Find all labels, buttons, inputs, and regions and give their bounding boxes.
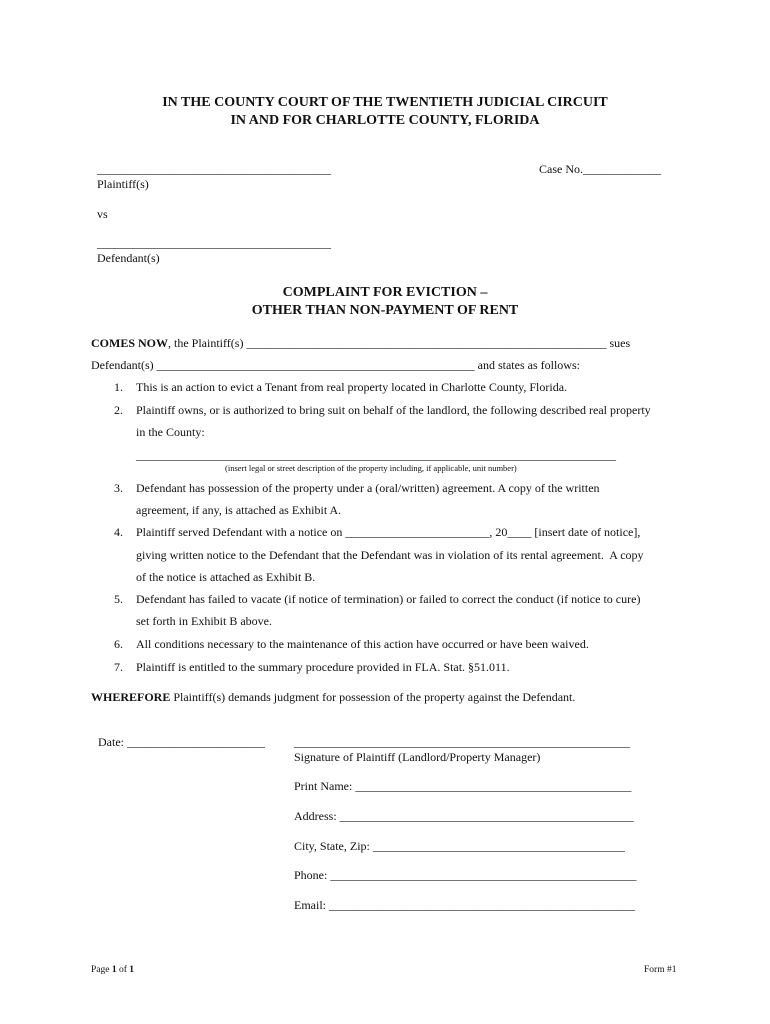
paragraph-4-text: giving written notice to the Defendant that the Defendant was in violation of its rental agreement. A copy xyxy=(136,548,644,562)
paragraph-7-text: Plaintiff is entitled to the summary procedure provided in FLA. Stat. §51.011. xyxy=(136,660,510,674)
paragraph-number: 1. xyxy=(114,380,123,394)
paragraph-1-text: This is an action to evict a Tenant from real property located in Charlotte County, Florida. xyxy=(136,380,568,394)
paragraph-number: 4. xyxy=(114,525,123,539)
signature-label: Signature of Plaintiff (Landlord/Property Manager) xyxy=(294,750,541,764)
paragraph-3-text: Defendant has possession of the property under a (oral/written) agreement. A copy of the written xyxy=(136,481,600,495)
intro-line-1 xyxy=(91,336,630,351)
total-pages: 1 xyxy=(129,965,135,975)
paragraph-number: 7. xyxy=(114,660,123,674)
paragraph-5-text: Defendant has failed to vacate (if notice of termination) or failed to correct the conduct (if notice to cure) xyxy=(136,592,641,606)
complaint-title-line-2: OTHER THAN NON-PAYMENT OF RENT xyxy=(251,303,519,318)
city-state-zip-field[interactable]: City, State, Zip: __________________________________________ xyxy=(294,839,625,853)
defendant-blank[interactable]: _______________________________________ xyxy=(97,236,331,250)
notice-date-field[interactable]: Plaintiff served Defendant with a notice on ________________________, 20____ [insert date of notice], xyxy=(136,525,641,539)
paragraph-6-text: All conditions necessary to the maintenance of this action have occurred or have been waived. xyxy=(136,637,589,651)
page-number xyxy=(91,965,134,975)
address-field[interactable]: Address: _________________________________________________ xyxy=(294,809,634,823)
paragraph-2-text: in the County: xyxy=(136,425,205,439)
versus-label: vs xyxy=(97,207,108,221)
paragraph-3-text: agreement, if any, is attached as Exhibit A. xyxy=(136,503,342,517)
wherefore-label: WHEREFORE xyxy=(91,690,171,704)
paragraph-number: 5. xyxy=(114,592,123,606)
paragraph-5-text: set forth in Exhibit B above. xyxy=(136,614,272,628)
paragraph-number: 6. xyxy=(114,637,123,651)
email-field[interactable]: Email: ___________________________________________________ xyxy=(294,898,635,912)
defendant-label: Defendant(s) xyxy=(97,251,160,265)
print-name-field[interactable]: Print Name: ______________________________________________ xyxy=(294,779,632,793)
page-of: of xyxy=(116,965,130,975)
current-page: 1 xyxy=(111,965,117,975)
date-field[interactable]: Date: _______________________ xyxy=(98,735,265,749)
wherefore-clause xyxy=(91,690,575,705)
page-prefix: Page xyxy=(91,965,112,975)
court-header-line-1: IN THE COUNTY COURT OF THE TWENTIETH JUDICIAL CIRCUIT xyxy=(162,95,608,110)
court-header-line-2: IN AND FOR CHARLOTTE COUNTY, FLORIDA xyxy=(230,113,540,128)
phone-field[interactable]: Phone: ___________________________________________________ xyxy=(294,868,637,882)
comes-now-label: COMES NOW xyxy=(91,336,169,350)
wherefore-text: Plaintiff(s) demands judgment for possession of the property against the Defendant. xyxy=(170,690,576,704)
complaint-title-line-1: COMPLAINT FOR EVICTION – xyxy=(282,285,488,300)
plaintiff-sues-field[interactable]: , the Plaintiff(s) ____________________________________________________________ sues xyxy=(168,336,631,350)
paragraph-2-text: Plaintiff owns, or is authorized to bring suit on behalf of the landlord, the following described real property xyxy=(136,403,651,417)
case-number-field[interactable]: Case No._____________ xyxy=(539,162,661,176)
form-number: Form #1 xyxy=(644,965,677,975)
signature-line[interactable]: ________________________________________________________ xyxy=(294,735,630,749)
paragraph-number: 3. xyxy=(114,481,123,495)
property-description-caption: (insert legal or street description of the property including, if applicable, unit number) xyxy=(225,463,517,473)
plaintiff-blank[interactable]: _______________________________________ xyxy=(97,162,331,176)
paragraph-4-text: of the notice is attached as Exhibit B. xyxy=(136,570,316,584)
paragraph-number: 2. xyxy=(114,403,123,417)
plaintiff-label: Plaintiff(s) xyxy=(97,177,149,191)
intro-line-2[interactable]: Defendant(s) _____________________________________________________ and states as follows: xyxy=(91,358,580,372)
property-description-blank[interactable]: ________________________________________________________________________________ xyxy=(136,448,616,462)
